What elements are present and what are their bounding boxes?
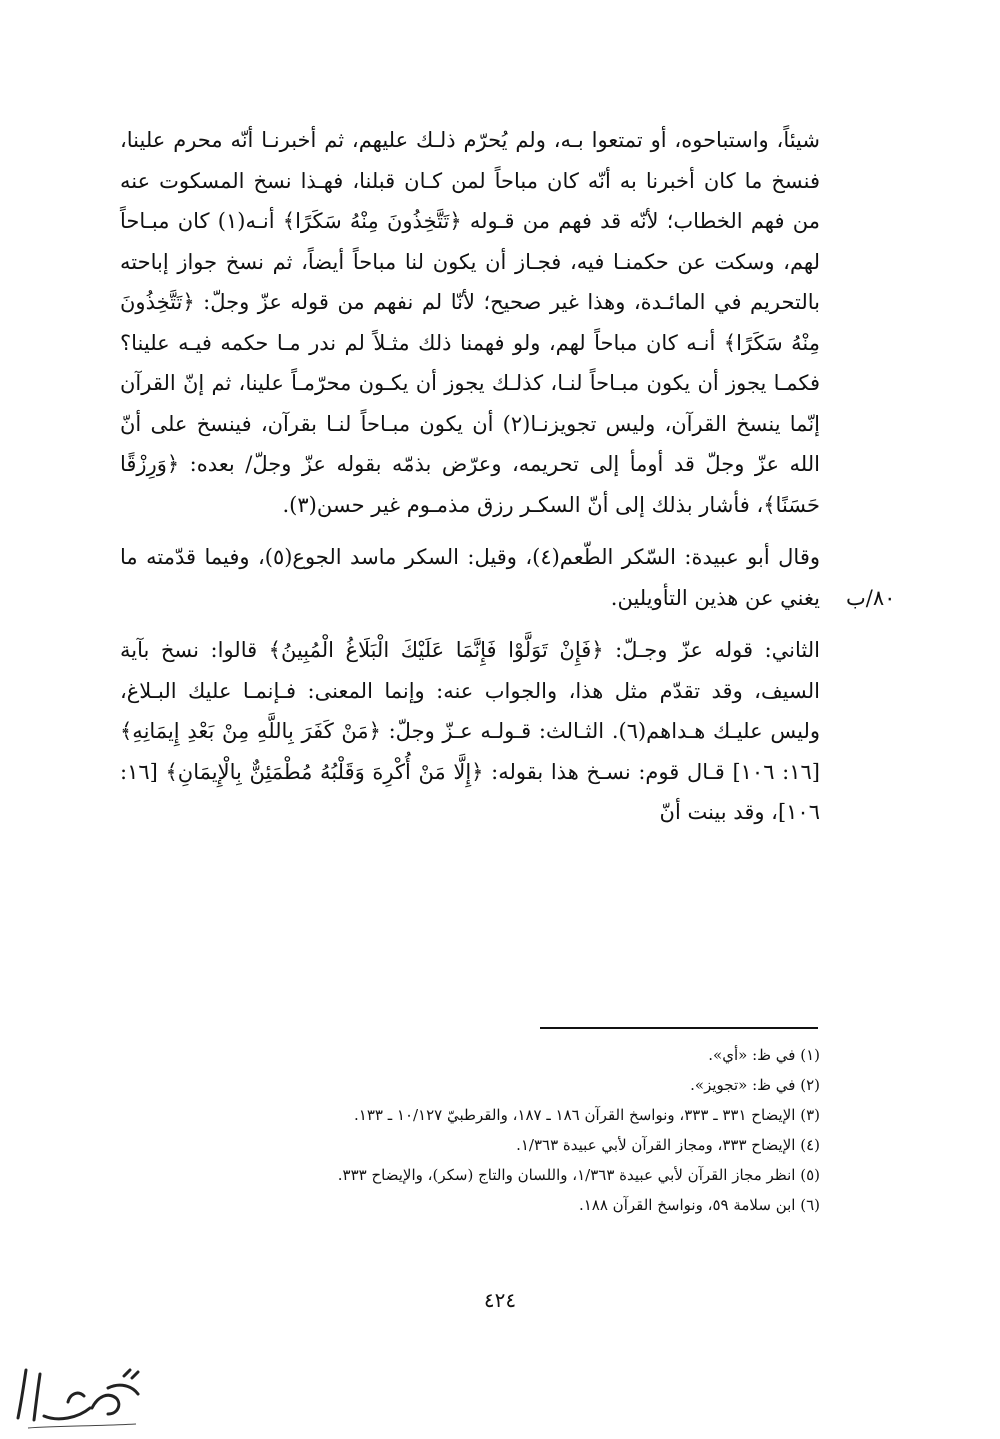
calligraphy-logo-icon [8,1358,148,1434]
footnotes [150,1040,820,1220]
footnote: (٤) الإيضاح ٣٣٣، ومجاز القرآن لأبي عبيدة ١/٣٦٣. [516,1136,820,1154]
paragraph: الثاني: قوله عزّ وجـلّ: ﴿فَإِنْ تَوَلَّوْا فَإِنَّمَا عَلَيْكَ الْبَلَاغُ الْمُبِينُ﴾ قالوا: نسخ بآية السيف، وقد تقدّم مثل هذا، والجواب عنه: وإنما المعنى: فـإنمـا عليك البـلاغ، وليس عليـك هـداهم(٦). الثـالث: قـولـه عـزّ وجلّ: ﴿مَنْ كَفَرَ بِاللَّهِ مِنْ بَعْدِ إِيمَانِهِ﴾ [١٦: ١٠٦] قـال قوم: نسـخ هذا بقوله: ﴿إِلَّا مَنْ أُكْرِهَ وَقَلْبُهُ مُطْمَئِنٌّ بِالْإِيمَانِ﴾ [١٦: ١٠٦]، وقد بينت أنّ [120,638,820,824]
page-number: ٤٢٤ [483,1288,517,1312]
footnote: (٣) الإيضاح ٣٣١ ـ ٣٣٣، ونواسخ القرآن ١٨٦ ـ ١٨٧، والقرطبيّ ١٠/١٢٧ ـ ١٣٣. [354,1106,820,1124]
footnote: (٢) في ظ: «تجويز». [690,1076,820,1094]
footnote: (٥) انظر مجاز القرآن لأبي عبيدة ١/٣٦٣، واللسان والتاج (سكر)، والإيضاح ٣٣٣. [337,1166,820,1184]
manuscript-folio-marker: ٨٠/ب [846,586,896,610]
footnote: (٦) ابن سلامة ٥٩، ونواسخ القرآن ١٨٨. [578,1196,820,1214]
footnote-divider [540,1027,818,1029]
footnote: (١) في ظ: «أي». [708,1046,820,1064]
calligraphy-logo [8,1358,148,1434]
paragraph: شيئاً، واستباحوه، أو تمتعوا بـه، ولم يُحرّم ذلـك عليهم، ثم أخبرنـا أنّه محرم علينا، فنسخ ما كان أخبرنا به أنّه كان مباحاً لمن كـان قبلنا، فهـذا نسخ المسكوت عنه من فهم الخطاب؛ لأنّه قد فهم من قـوله ﴿تَتَّخِذُونَ مِنْهُ سَكَرًا﴾ أنـه(١) كان مبـاحاً لهم، وسكت عن حكمنـا فيه، فجـاز أن يكون لنا مباحاً أيضاً، ثم نسخ جواز إباحته بالتحريم في المائـدة، وهذا غير صحيح؛ لأنّا لم نفهم من قوله عزّ وجلّ: ﴿تَتَّخِذُونَ مِنْهُ سَكَرًا﴾ أنـه كان مباحاً لهم، ولو فهمنا ذلك مثـلاً لم ندر مـا حكمه فيـه علينا؟ فكمـا يجوز أن يكون مبـاحاً لنـا، كذلـك يجوز أن يكـون محرّمـاً علينا، ثم إنّ القرآن إنّما ينسخ القرآن، وليس تجويزنـا(٢) أن يكون مبـاحاً لنـا بقرآن، فينسخ على أنّ الله عزّ وجلّ قد أومأ إلى تحريمه، وعرّض بذمّه بقوله عزّ وجلّ/ بعده: ﴿وَرِزْقًا حَسَنًا﴾، فأشار بذلك إلى أنّ السكـر رزق مذمـوم غير حسن(٣). [120,128,820,517]
paragraph: وقال أبو عبيدة: السّكر الطّعم(٤)، وقيل: السكر ماسد الجوع(٥)، وفيما قدّمته ما يغني عن هذين التأويلين. [120,545,820,610]
main-text [120,120,820,833]
